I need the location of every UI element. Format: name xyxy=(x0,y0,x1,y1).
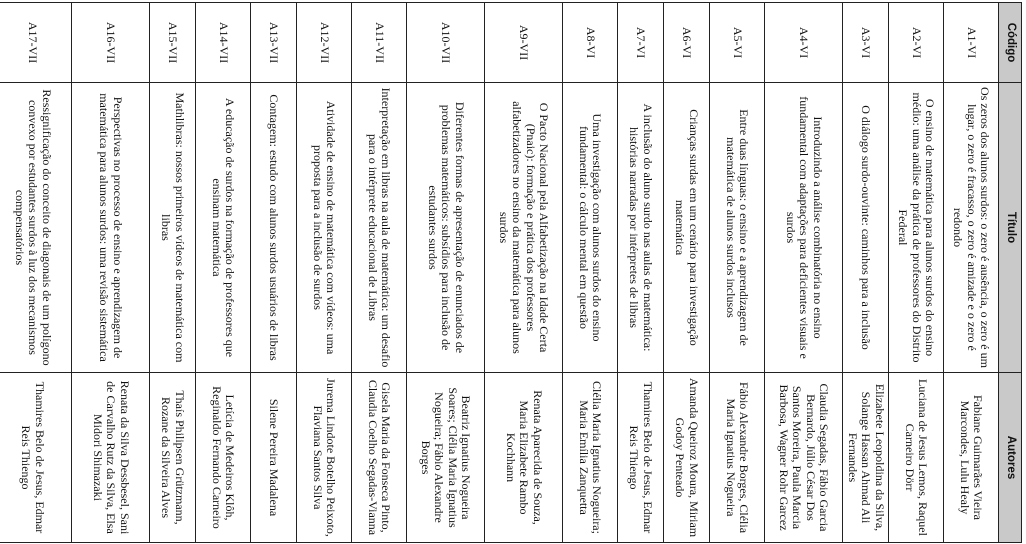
table-row xyxy=(563,3,618,543)
row-code: A9-VII xyxy=(485,3,563,83)
row-code: A6-VI xyxy=(664,3,710,83)
row-title: Atividade de ensino de matemática com vídeos: uma proposta para a inclusão de surdos xyxy=(297,83,352,373)
table-row xyxy=(618,3,664,543)
row-authors: Amanda Queiroz Moura, Miriam Godoy Penteado xyxy=(664,373,710,543)
table-row xyxy=(72,3,150,543)
row-code: A16-VII xyxy=(72,3,150,83)
row-code: A13-VII xyxy=(251,3,297,83)
row-authors: Claudia Segadas, Fábio Garcia Bernardo, Júlio César Dos Santos Moreira, Paula Marcia Barbosa, Wagner Rohr Garcez xyxy=(765,373,843,543)
row-authors: Thaís Philipsen Grützmann, Rozane da Silveira Alves xyxy=(150,373,196,543)
table-header-row xyxy=(999,3,1022,543)
row-title: O ensino de matemática para alunos surdos do ensino médio: uma análise da prática de professores do Distrito Federal xyxy=(889,83,944,373)
row-title: Contagem: estudo com alunos surdos usuários de libras xyxy=(251,83,297,373)
row-authors: Thamires Belo de Jesus, Edmar Reis Thiengo xyxy=(0,373,72,543)
header-title: Título xyxy=(999,83,1022,373)
table-row xyxy=(297,3,352,543)
table-row xyxy=(889,3,944,543)
row-code: A14-VII xyxy=(196,3,251,83)
row-authors: Jurema Lindote Botelho Peixoto, Flaviana Santos Silva xyxy=(297,373,352,543)
row-title: Ressignificação do conceito de diagonais de um polígono convexo por estudantes surdos à luz dos mecanismos compensatórios xyxy=(0,83,72,373)
table-row xyxy=(485,3,563,543)
header-authors: Autores xyxy=(999,373,1022,543)
row-code: A2-VI xyxy=(889,3,944,83)
articles-table xyxy=(0,2,1022,543)
row-title: O Pacto Nacional pela Alfabetização na Idade Certa (Pnaic): formação e prática dos professores alfabetizadores no ensino da matemática para alunos surdos xyxy=(485,83,563,373)
header-code: Código xyxy=(999,3,1022,83)
table-row xyxy=(150,3,196,543)
row-authors: Fabiane Guimarães Vieira Marcondes, Lulu Healy xyxy=(944,373,999,543)
row-code: A3-VI xyxy=(843,3,889,83)
row-code: A5-VI xyxy=(710,3,765,83)
table-row xyxy=(0,3,72,543)
row-code: A7-VI xyxy=(618,3,664,83)
row-code: A1-VI xyxy=(944,3,999,83)
row-authors: Thamires Belo de Jesus, Edmar Reis Thiengo xyxy=(618,373,664,543)
row-title: O diálogo surdo-ouvinte: caminhos para a inclusão xyxy=(843,83,889,373)
table-row xyxy=(765,3,843,543)
row-authors: Silene Pereira Madalena xyxy=(251,373,297,543)
table-row xyxy=(710,3,765,543)
row-title: Interpretação em libras na aula de matemática: um desafio para o intérprete educacional de Libras xyxy=(352,83,407,373)
table-row xyxy=(843,3,889,543)
row-title: A inclusão do aluno surdo nas aulas de matemática: histórias narradas por intérpretes de libras xyxy=(618,83,664,373)
row-code: A15-VII xyxy=(150,3,196,83)
row-title: Crianças surdas em um cenário para investigação matemática xyxy=(664,83,710,373)
row-authors: Beatriz Ignatius Nogueira Soares; Clélia Maria Ignatius Nogueira; Fábio Alexandre Borges xyxy=(407,373,485,543)
row-code: A4-VI xyxy=(765,3,843,83)
table-row xyxy=(352,3,407,543)
row-title: A educação de surdos na formação de professores que ensinam matemática xyxy=(196,83,251,373)
row-title: Introduzindo a análise combinatória no ensino fundamental com adaptações para deficientes visuais e surdos xyxy=(765,83,843,373)
row-authors: Fábio Alexandre Borges, Clélia Maria Ignatius Nogueira xyxy=(710,373,765,543)
row-authors: Letícia de Medeiros Klôh, Reginaldo Fernando Carneiro xyxy=(196,373,251,543)
row-title: Uma investigação com alunos surdos do ensino fundamental: o cálculo mental em questão xyxy=(563,83,618,373)
row-authors: Elizabete Leopoldina da Silva, Solange Hassan Ahmad Ali Fernandes xyxy=(843,373,889,543)
row-authors: Gisela Maria da Fonseca Pinto, Claudia Coelho Segadas-Vianna xyxy=(352,373,407,543)
table-row xyxy=(251,3,297,543)
row-authors: Renata Aparecida de Souza, Maria Elizabete Rambo Kochhann xyxy=(485,373,563,543)
row-title: Perspectivas no processo de ensino e aprendizagem de matemática para alunos surdos: uma revisão sistemática xyxy=(72,83,150,373)
row-code: A10-VII xyxy=(407,3,485,83)
row-authors: Clélia Maria Ignatius Nogueira; Maria Emília Zanquetta xyxy=(563,373,618,543)
row-title: Entre duas línguas: o ensino e a aprendizagem de matemática de alunos surdos inclusos xyxy=(710,83,765,373)
table-row xyxy=(664,3,710,543)
row-title: Os zeros dos alunos surdos: o zero é ausência, o zero é um lugar, o zero é fracasso, o zero é amizade e o zero é redondo xyxy=(944,83,999,373)
row-title: Diferentes formas de apresentação de enunciados de problemas matemáticos: subsídios para inclusão de estudantes surdos xyxy=(407,83,485,373)
row-title: Mathlibras: nossos primeiros vídeos de matemática com libras xyxy=(150,83,196,373)
row-authors: Renata da Silva Dessbesel, Sani de Carvalho Rutz da Silva, Elsa Midori Shimazaki xyxy=(72,373,150,543)
row-authors: Luciana de Jesus Lemos, Raquel Carneiro Dörr xyxy=(889,373,944,543)
table-row xyxy=(196,3,251,543)
row-code: A8-VI xyxy=(563,3,618,83)
row-code: A11-VII xyxy=(352,3,407,83)
row-code: A12-VII xyxy=(297,3,352,83)
table-row xyxy=(407,3,485,543)
row-code: A17-VII xyxy=(0,3,72,83)
table-row xyxy=(944,3,999,543)
